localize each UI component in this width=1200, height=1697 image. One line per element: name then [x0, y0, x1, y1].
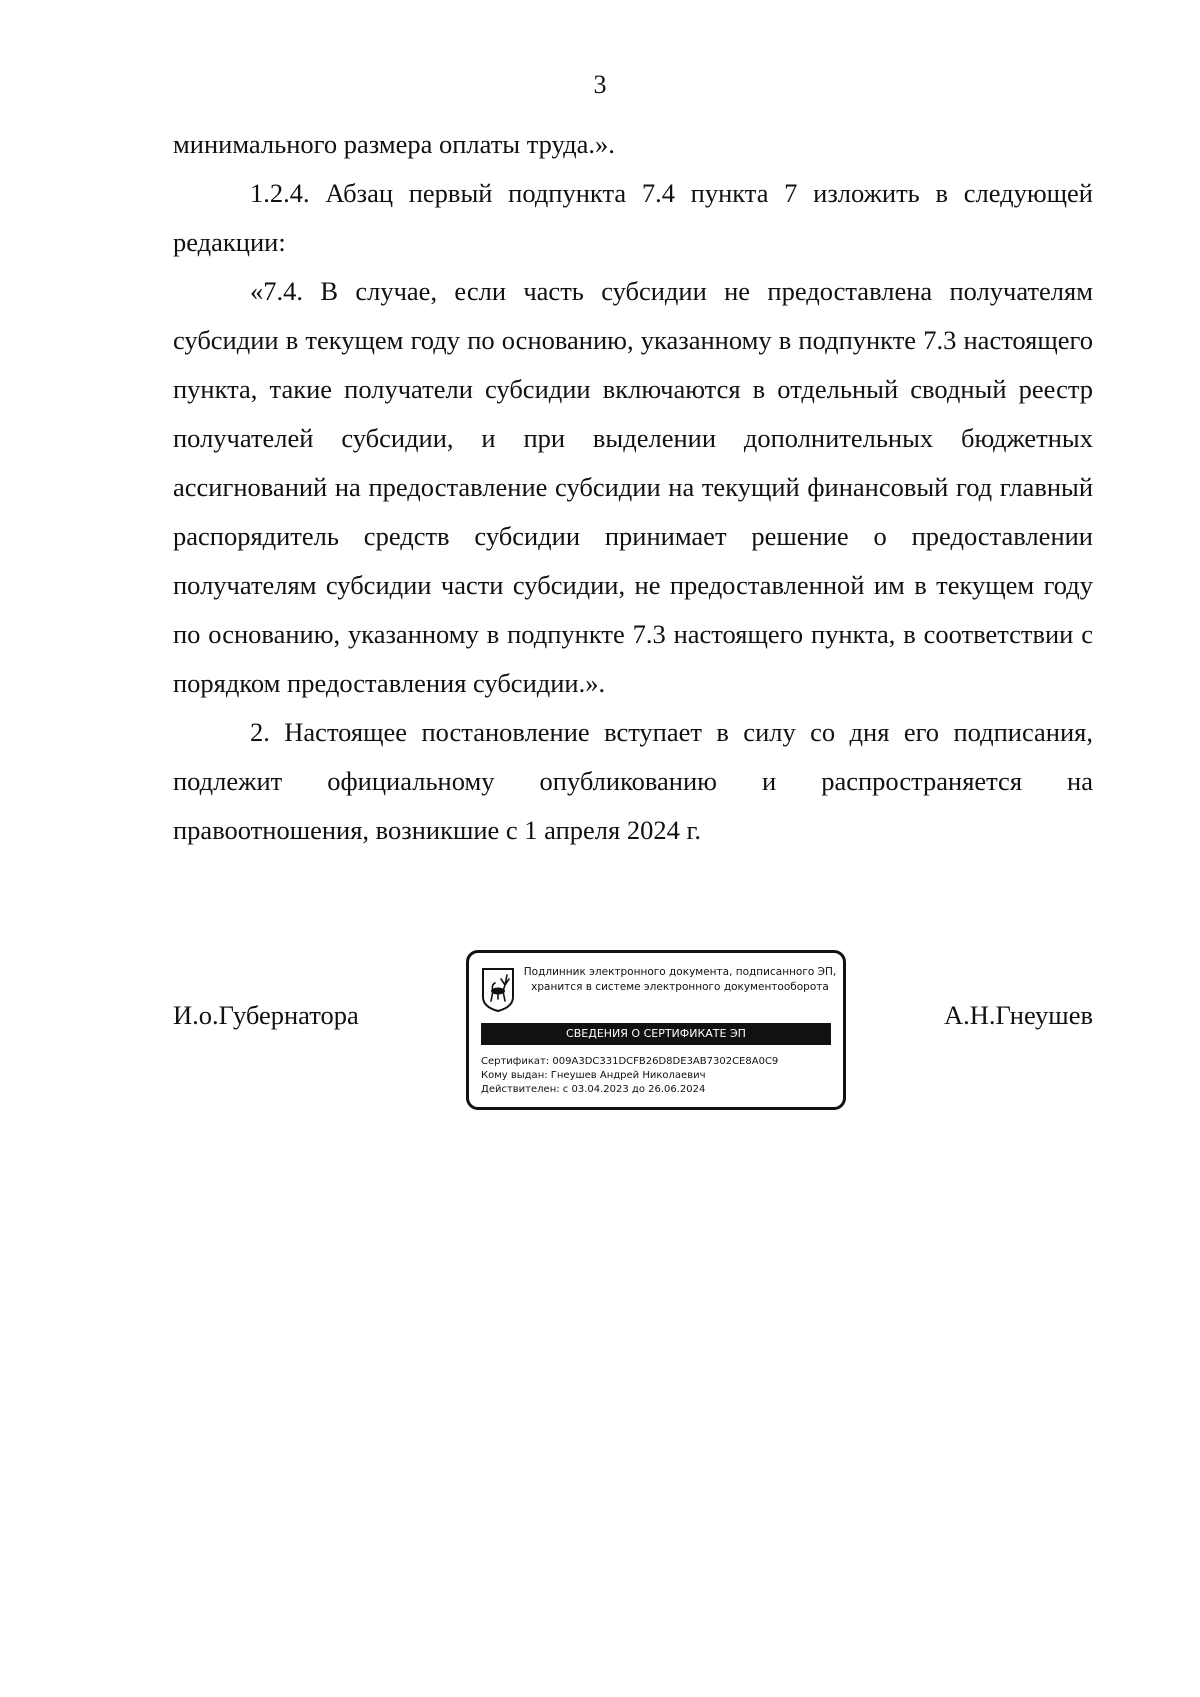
stamp-certificate-bar: СВЕДЕНИЯ О СЕРТИФИКАТЕ ЭП	[481, 1023, 831, 1045]
signer-name: А.Н.Гнеушев	[943, 1000, 1093, 1030]
stamp-header-line1: Подлинник электронного документа, подписанного ЭП,	[523, 966, 837, 978]
document-body	[173, 120, 1093, 855]
signer-title: И.о.Губернатора	[173, 1000, 359, 1030]
electronic-signature-stamp	[466, 950, 846, 1110]
stamp-header	[521, 965, 839, 995]
paragraph-amendment-text: «7.4. В случае, если часть субсидии не предоставлена получателям субсидии в текущем году по основанию, указанному в подпункте 7.3 настоящего пункта, такие получатели субсидии включаются в отдельный сводный реестр получателей субсидии, и при выделении дополнительных бюджетных ассигнований на предоставление субсидии на текущий финансовый год главный распорядитель средств субсидии принимает решение о предоставлении получателям субсидии части субсидии, не предоставленной им в текущем году по основанию, указанному в подпункте 7.3 настоящего пункта, в соответствии с порядком предоставления субсидии.».	[173, 276, 1093, 698]
validity-value: с 03.04.2023 до 26.06.2024	[562, 1084, 706, 1095]
certificate-label: Сертификат:	[481, 1056, 550, 1067]
issued-to-label: Кому выдан:	[481, 1070, 548, 1081]
issued-to-value: Гнеушев Андрей Николаевич	[550, 1070, 706, 1081]
paragraph-effective-date: 2. Настоящее постановление вступает в силу со дня его подписания, подлежит официальному опубликованию и распространяется на правоотношения, возникшие с 1 апреля 2024 г.	[173, 717, 1093, 845]
stamp-header-line2: хранится в системе электронного документооборота	[531, 981, 829, 993]
issued-to-row	[481, 1069, 831, 1083]
paragraph-amendment-intro: 1.2.4. Абзац первый подпункта 7.4 пункта 7 изложить в следующей редакции:	[173, 178, 1093, 257]
certificate-row	[481, 1055, 831, 1069]
validity-row	[481, 1083, 831, 1097]
stamp-details	[481, 1055, 831, 1097]
deer-coat-of-arms-icon	[481, 967, 515, 1013]
page-number: 3	[593, 70, 607, 99]
signature-block	[0, 950, 1200, 1095]
paragraph-continuation: минимального размера оплаты труда.».	[173, 129, 615, 159]
validity-label: Действителен:	[481, 1084, 560, 1095]
certificate-value: 009A3DC331DCFB26D8DE3AB7302CE8A0C9	[552, 1056, 779, 1067]
